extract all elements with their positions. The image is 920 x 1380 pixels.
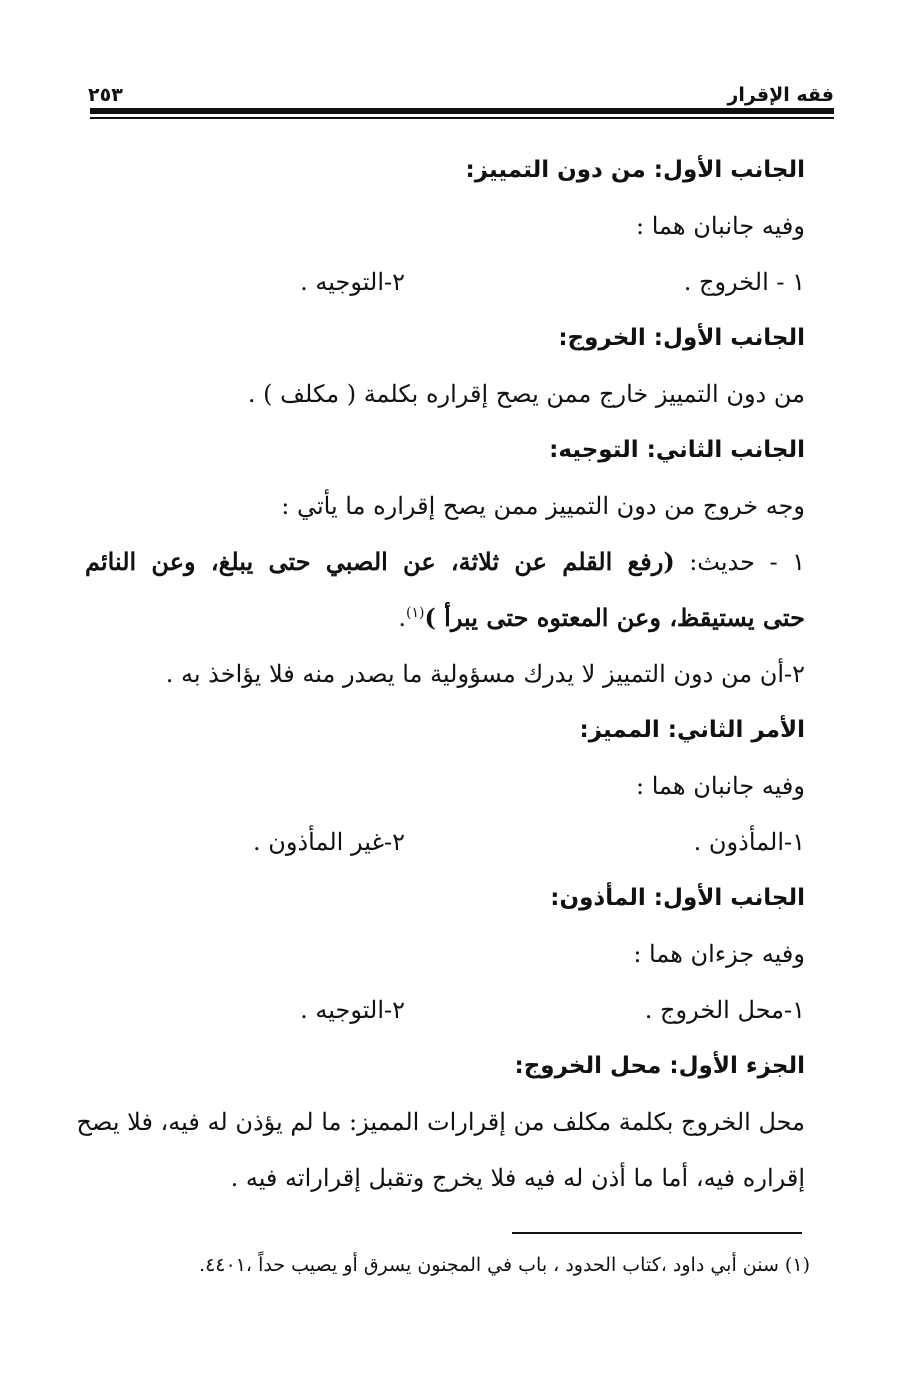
hadith-prefix: ١ - حديث: [674,548,805,576]
running-header [88,76,834,106]
header-rule-thick [90,108,834,114]
list-row [85,982,805,1038]
page-number: ٢٥٣ [88,84,123,106]
list-row [85,254,805,310]
section-heading: الجانب الأول: المأذون: [550,885,805,911]
section-heading: الجانب الأول: من دون التمييز: [465,157,805,183]
section-heading: الجانب الثاني: التوجيه: [549,437,805,463]
hadith-text: (رفع القلم عن ثلاثة، عن الصبي حتى يبلغ، وعن النائم [85,547,675,576]
section-heading: الأمر الثاني: المميز: [579,717,805,743]
footnote-separator [512,1232,802,1234]
section-heading: الجزء الأول: محل الخروج: [514,1053,805,1079]
paragraph: إقراره فيه، أما ما أذن له فيه فلا يخرج وتقبل إقراراته فيه . [230,1164,805,1192]
list-item: ٢-التوجيه . [300,996,405,1024]
list-item: ١-المأذون . [693,828,805,856]
header-rule-thin [90,117,834,119]
paragraph: وفيه جانبان هما : [636,212,805,240]
list-item: ٢-غير المأذون . [253,828,405,856]
section-heading: الجانب الأول: الخروج: [558,325,805,351]
hadith-line [85,534,805,590]
footnote: (١) سنن أبي داود ،كتاب الحدود ، باب في المجنون يسرق أو يصيب حداً ،٤٤٠١. [199,1254,810,1276]
paragraph: من دون التمييز خارج ممن يصح إقراره بكلمة ( مكلف ) . [247,380,805,408]
paragraph: وجه خروج من دون التمييز ممن يصح إقراره ما يأتي : [281,492,805,520]
paragraph: وفيه جانبان هما : [636,772,805,800]
hadith-line: حتى يستيقظ، وعن المعتوه حتى يبرأ )$^{(١)}$. [398,603,805,632]
hadith-text: حتى يستيقظ، وعن المعتوه حتى يبرأ ) [424,603,805,632]
footnote-ref: (١) [405,605,425,621]
paragraph: وفيه جزءان هما : [633,940,805,968]
list-row [85,814,805,870]
paragraph: ٢-أن من دون التمييز لا يدرك مسؤولية ما يصدر منه فلا يؤاخذ به . [165,660,805,688]
list-item: ١ - الخروج . [683,268,805,296]
list-item: ١-محل الخروج . [644,996,805,1024]
main-text [76,142,805,1206]
running-title: فقه الإقرار [727,84,834,106]
list-item: ٢-التوجيه . [300,268,405,296]
paragraph: محل الخروج بكلمة مكلف من إقرارات المميز: ما لم يؤذن له فيه، فلا يصح [76,1108,805,1136]
